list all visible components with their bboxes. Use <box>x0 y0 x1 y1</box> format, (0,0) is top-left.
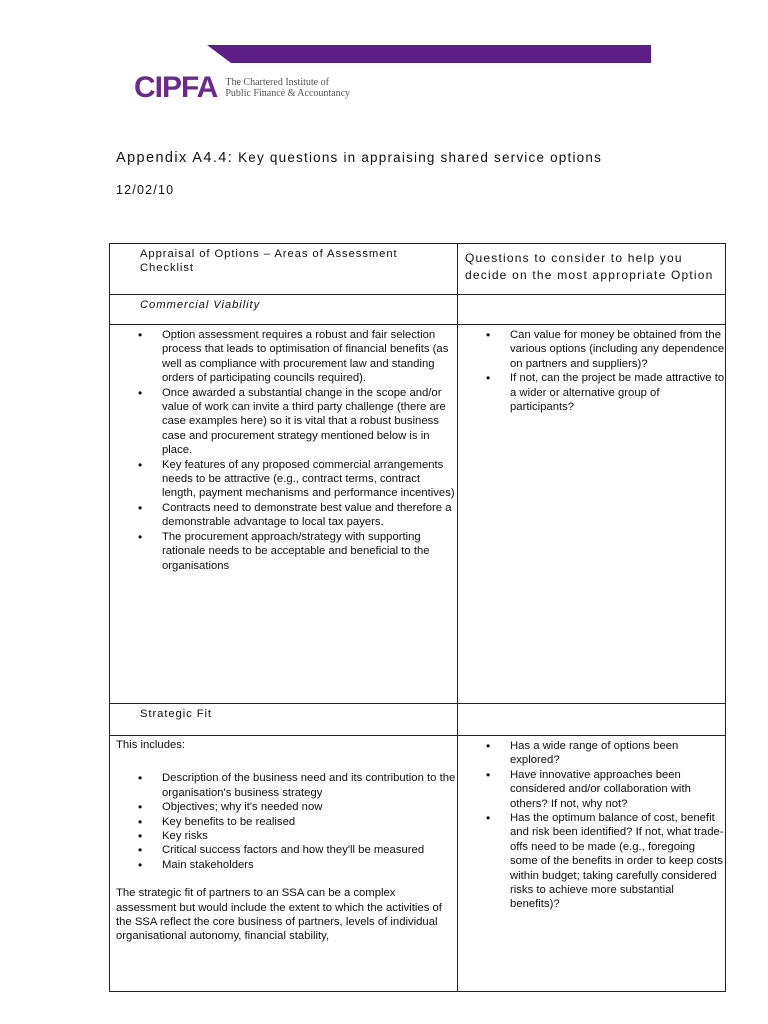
list-item: • Once awarded a substantial change in the scope and/or value of work can invite a third party challenge (there are case examples here) so it is vital that a robust business case and procurement strategy mentioned below is in place. <box>110 386 457 458</box>
strategic-checklist <box>110 771 457 872</box>
section-row-commercial <box>110 295 726 325</box>
strategic-intro: This includes: <box>116 739 186 751</box>
list-item: • Can value for money be obtained from the various options (including any dependence on partners and suppliers)? <box>458 328 725 371</box>
list-item: • Key risks <box>110 829 457 843</box>
list-item: • Critical success factors and how they'll be measured <box>110 843 457 857</box>
commercial-questions <box>458 328 725 414</box>
table-header-row <box>110 244 726 295</box>
column-header-questions: Questions to consider to help you decide on the most appropriate Option <box>458 244 726 295</box>
list-item: • Key benefits to be realised <box>110 815 457 829</box>
cipfa-logo <box>134 72 350 104</box>
logo-text <box>225 77 350 99</box>
logo-mark: CIPFA <box>134 71 218 104</box>
list-item: • The procurement approach/strategy with supporting rationale needs to be acceptable and beneficial to the organisations <box>110 530 457 573</box>
list-item: • Key features of any proposed commercial arrangements needs to be attractive (e.g., contract terms, contract length, payment mechanisms and performance incentives) <box>110 458 457 501</box>
list-item: • Option assessment requires a robust and fair selection process that leads to optimisation of financial benefits (as well as compliance with procurement law and standing orders of participating councils required). <box>110 328 457 386</box>
list-item: • Objectives; why it's needed now <box>110 800 457 814</box>
section-empty-cell <box>458 704 726 736</box>
list-item: • Main stakeholders <box>110 858 457 872</box>
content-row-commercial <box>110 325 726 704</box>
section-label-commercial-viability: Commercial Viability <box>110 295 458 325</box>
commercial-questions-cell <box>458 325 726 704</box>
list-item: • Have innovative approaches been considered and/or collaboration with others? If not, why not? <box>458 768 725 811</box>
header-banner-bar <box>207 45 651 63</box>
section-empty-cell <box>458 295 726 325</box>
title-rest: Key questions in appraising shared service options <box>233 150 603 165</box>
column-header-areas: Appraisal of Options – Areas of Assessment Checklist <box>110 244 458 295</box>
logo-text-line2: Public Finance & Accountancy <box>225 88 351 99</box>
commercial-checklist-cell <box>110 325 458 704</box>
strategic-questions <box>458 739 725 912</box>
content-row-strategic <box>110 736 726 992</box>
page-title <box>116 150 602 166</box>
section-row-strategic <box>110 704 726 736</box>
list-item: • Description of the business need and its contribution to the organisation's business strategy <box>110 771 457 800</box>
section-label-strategic-fit: Strategic Fit <box>110 704 458 736</box>
list-item: • Contracts need to demonstrate best value and therefore a demonstrable advantage to local tax payers. <box>110 501 457 530</box>
document-date: 12/02/10 <box>116 183 175 197</box>
list-item: • Has the optimum balance of cost, benefit and risk been identified? If not, what trade-offs need to be made (e.g., foregoing some of the benefits in order to keep costs within budget; taking carefully considered risks to achieve more substantial benefits)? <box>458 811 725 912</box>
list-item: • If not, can the project be made attractive to a wider or alternative group of participants? <box>458 371 725 414</box>
list-item: • Has a wide range of options been explored? <box>458 739 725 768</box>
logo-text-line1: The Chartered Institute of <box>225 77 329 88</box>
strategic-questions-cell <box>458 736 726 992</box>
strategic-checklist-cell <box>110 736 458 992</box>
title-lead: Appendix A4.4: <box>116 150 234 166</box>
commercial-checklist <box>110 328 457 573</box>
strategic-paragraph: The strategic fit of partners to an SSA can be a complex assessment but would include the extent to which the activities of the SSA reflect the core business of partners, levels of individual organisational autonomy, financial stability, <box>116 887 442 943</box>
appraisal-table <box>109 243 726 992</box>
